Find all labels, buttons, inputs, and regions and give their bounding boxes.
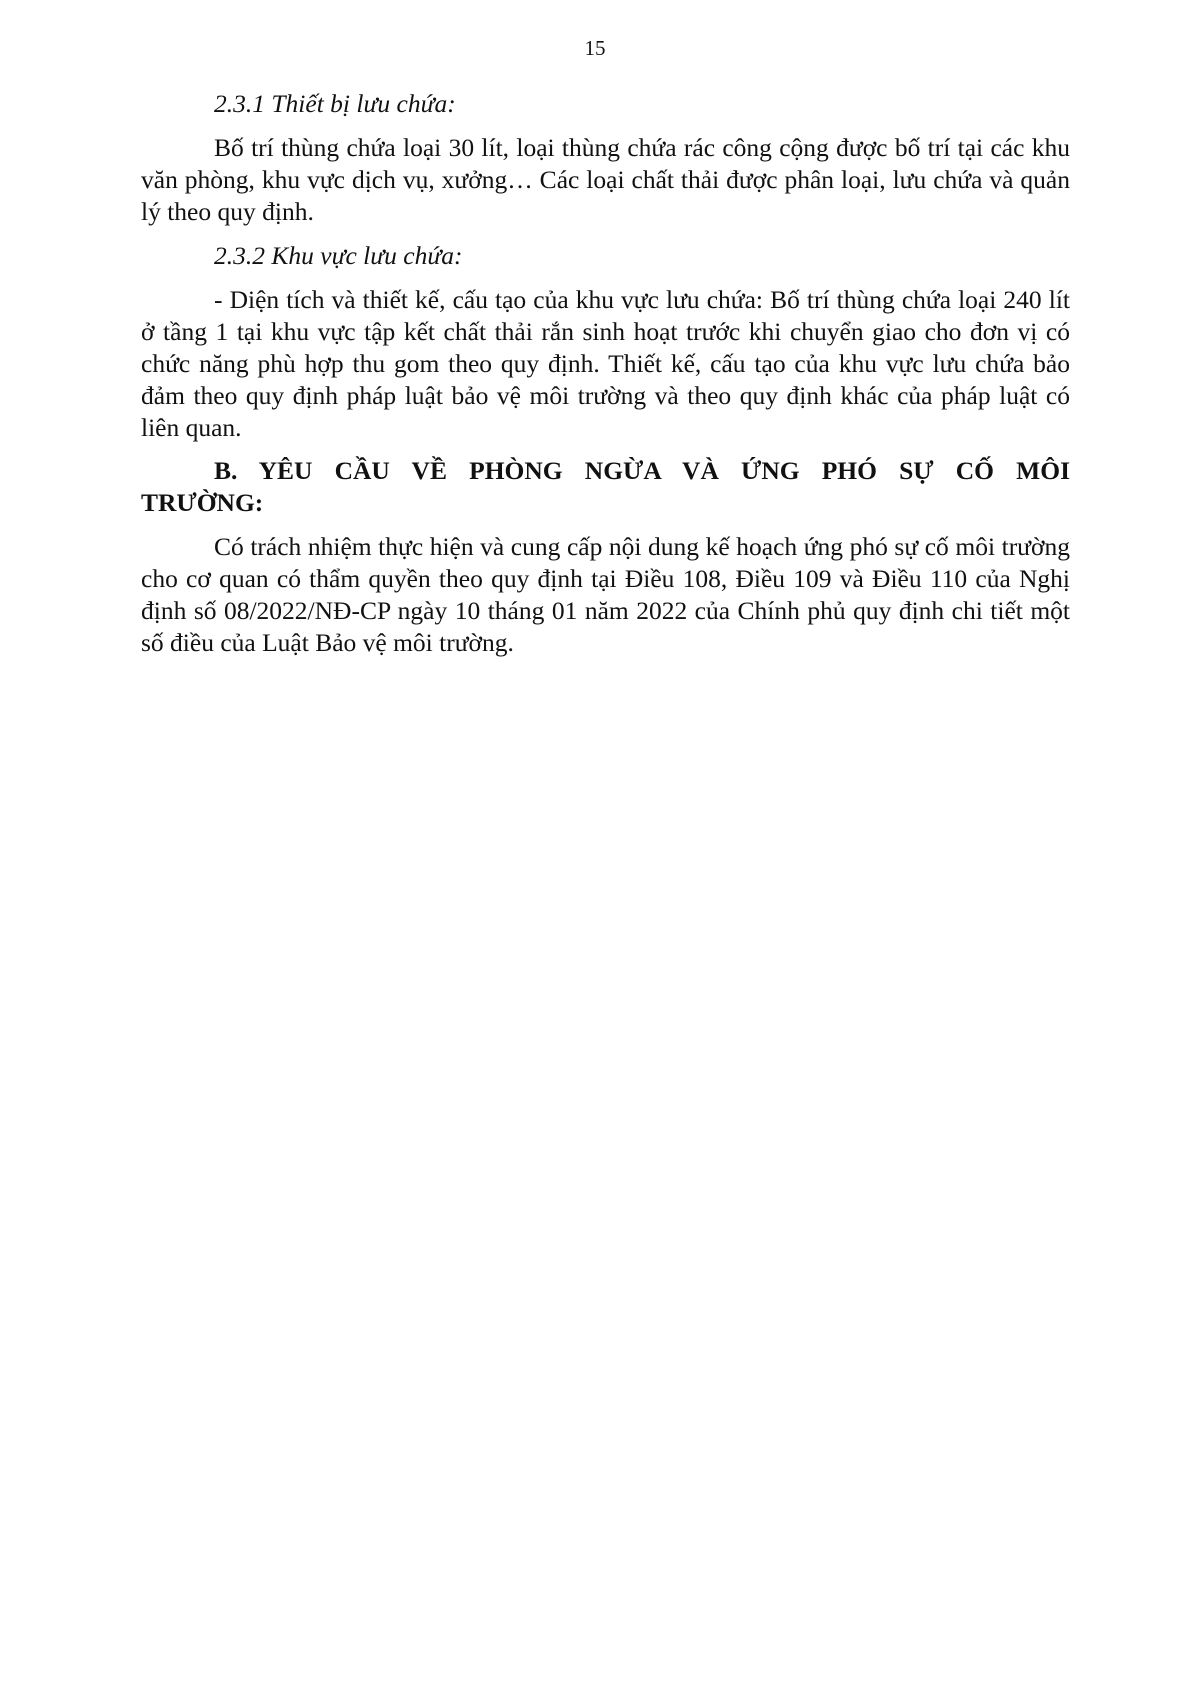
paragraph-storage-equipment: Bố trí thùng chứa loại 30 lít, loại thùng chứa rác công cộng được bố trí tại các khu văn phòng, khu vực dịch vụ, xưởng… Các loại chất thải được phân loại, lưu chứa và quản lý theo quy định. (141, 133, 1070, 226)
paragraph-storage-area: - Diện tích và thiết kế, cấu tạo của khu vực lưu chứa: Bố trí thùng chứa loại 240 lít ở tầng 1 tại khu vực tập kết chất thải rắn sinh hoạt trước khi chuyển giao cho đơn vị có chức năng phù hợp thu gom theo quy định. Thiết kế, cấu tạo của khu vực lưu chứa bảo đảm theo quy định pháp luật bảo vệ môi trường và theo quy định khác của pháp luật có liên quan. (141, 285, 1070, 442)
section-heading-b: B. YÊU CẦU VỀ PHÒNG NGỪA VÀ ỨNG PHÓ SỰ CỐ MÔI TRƯỜNG: (141, 456, 1070, 517)
section-heading-2-3-2: 2.3.2 Khu vực lưu chứa: (214, 241, 463, 270)
paragraph-incident-response: Có trách nhiệm thực hiện và cung cấp nội dung kế hoạch ứng phó sự cố môi trường cho cơ quan có thẩm quyền theo quy định tại Điều 108, Điều 109 và Điều 110 của Nghị định số 08/2022/NĐ-CP ngày 10 tháng 01 năm 2022 của Chính phủ quy định chi tiết một số điều của Luật Bảo vệ môi trường. (141, 532, 1070, 657)
document-body (141, 88, 1070, 659)
page-number: 15 (584, 36, 606, 60)
section-heading-2-3-1: 2.3.1 Thiết bị lưu chứa: (214, 89, 456, 118)
